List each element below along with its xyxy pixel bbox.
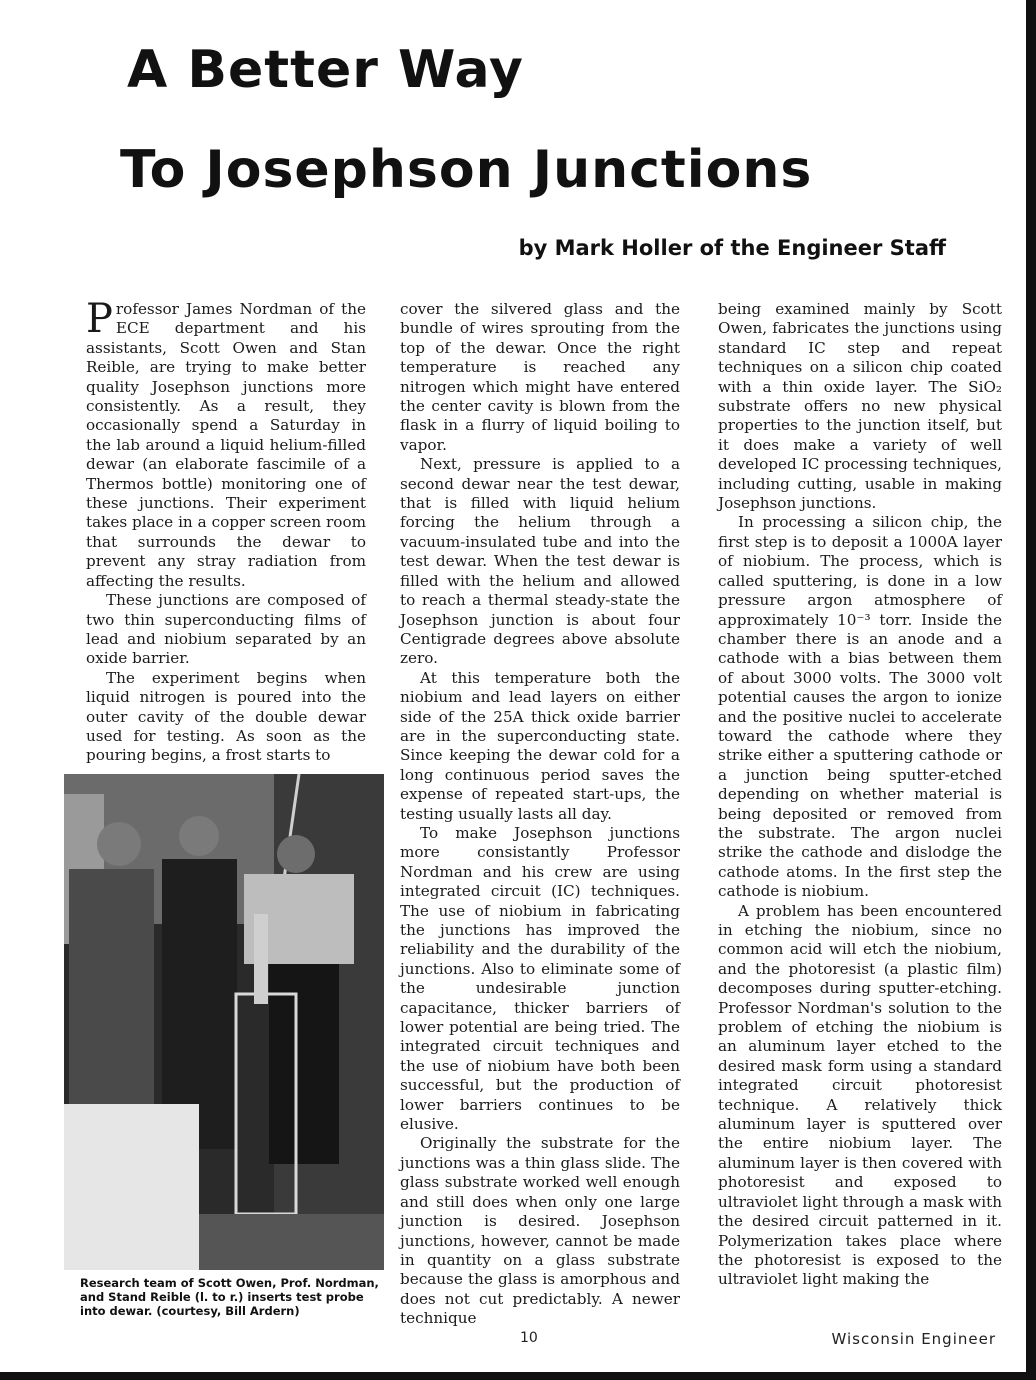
paragraph: A problem has been encountered in etching the niobium, since no common acid will etch the niobium, and the photoresist (a plastic film) decomposes during sputter-etching. Professor Nordman's solution to the problem of etching the niobium is an aluminum layer etched to the desired mask form using a standard integrated circuit photoresist technique. A relatively thick aluminum layer is sputtered over the entire niobium layer. The aluminum layer is then covered with photoresist and exposed to ultraviolet light through a mask with the desired circuit patterned in it. Polymerization takes place where the photoresist is exposed to the ultraviolet light making the — [718, 901, 1002, 1289]
photo-floor — [199, 1214, 384, 1270]
paragraph-intro — [86, 296, 366, 591]
research-team-photo — [64, 774, 384, 1270]
paragraph: The experiment begins when liquid nitrogen is poured into the outer cavity of the double dewar used for testing. As soon as the pouring begins, a frost starts to — [86, 668, 366, 765]
paragraph: In processing a silicon chip, the first step is to deposit a 1000A layer of niobium. The process, which is called sputtering, is done in a low pressure argon atmosphere of approximately 10⁻³ torr. Inside the chamber there is an anode and a cathode with a bias between them of about 3000 volts. The 3000 volt potential causes the argon to ionize and the positive nuclei to accelerate toward the cathode where they strike either a sputtering cathode or a junction being sputter-etched depending on whether material is being deposited or removed from the substrate. The argon nuclei strike the cathode and dislodge the cathode atoms. In the first step the cathode is niobium. — [718, 513, 1002, 901]
paragraph: cover the silvered glass and the bundle of wires sprouting from the top of the dewar. Once the right temperature is reached any nitrogen which might have entered the center cavity is blown from the flask in a flurry of liquid boiling to vapor. — [400, 300, 680, 454]
page-number: 10 — [520, 1330, 538, 1346]
photo-illustration — [64, 774, 384, 1270]
paragraph: Originally the substrate for the junctions was a thin glass slide. The glass substrate worked well enough and still does when only one large junction is desired. Josephson junctions, however, cannot be made in quantity on a glass substrate because the glass is amorphous and does not cut predictably. A newer technique — [400, 1134, 680, 1328]
paragraph: Next, pressure is applied to a second dewar near the test dewar, that is filled with liquid helium forcing the helium through a vacuum-insulated tube and into the test dewar. When the test dewar is filled with the helium and allowed to reach a thermal steady-state the Josephson junction is about four Centigrade degrees above absolute zero. — [400, 455, 680, 668]
page-edge-right — [1026, 0, 1036, 1380]
page-edge-bottom — [0, 1372, 1036, 1380]
photo-caption: Research team of Scott Owen, Prof. Nordman, and Stand Reible (l. to r.) inserts test probe into dewar. (courtesy, Bill Ardern) — [80, 1276, 379, 1318]
photo-person-body — [69, 869, 154, 1129]
paragraph: At this temperature both the niobium and lead layers on either side of the 25A thick oxide barrier are in the superconducting state. Since keeping the dewar cold for a long continuous period saves the expense of repeated start-ups, the testing usually lasts all day. — [400, 668, 680, 823]
paragraph: These junctions are composed of two thin superconducting films of lead and niobium separated by an oxide barrier. — [86, 591, 366, 668]
text-column-3 — [718, 300, 1002, 1290]
text-column-2 — [400, 300, 680, 1329]
paragraph-intro-text: rofessor James Nordman of the ECE department and his assistants, Scott Owen and Stan Reible, are trying to make better quality Josephson junctions more consistently. As a result, they occasionally spend a Saturday in the lab around a liquid helium-filled dewar (an elaborate fascimile of a Thermos bottle) monitoring one of these junctions. Their experiment takes place in a copper screen room that surrounds the dewar to prevent any stray radiation from affecting the results. — [86, 300, 366, 590]
photo-lab-bench — [64, 1104, 199, 1270]
photo-person-head — [179, 816, 219, 856]
photo-person-head — [97, 822, 141, 866]
byline: by Mark Holler of the Engineer Staff — [518, 236, 946, 260]
article-title-line1: A Better Way — [127, 40, 524, 100]
paragraph: being examined mainly by Scott Owen, fabricates the junctions using standard IC step and repeat techniques on a silicon chip coated with a thin oxide layer. The SiO₂ substrate offers no new physical properties to the junction itself, but it does make a variety of well developed IC processing techniques, including cutting, usable in making Josephson junctions. — [718, 300, 1002, 513]
magazine-name: Wisconsin Engineer — [831, 1330, 996, 1348]
drop-cap: P — [86, 296, 113, 342]
photo-person-head — [277, 835, 315, 873]
text-column-1 — [86, 296, 366, 766]
article-title-line2: To Josephson Junctions — [120, 140, 813, 200]
paragraph: To make Josephson junctions more consistantly Professor Nordman and his crew are using integrated circuit (IC) techniques. The use of niobium in fabricating the junctions has improved the reliability and the durability of the junctions. Also to eliminate some of the undesirable junction capacitance, thicker barriers of lower potential are being tried. The integrated circuit techniques and the use of niobium have both been successful, but the production of lower barriers continues to be elusive. — [400, 823, 680, 1134]
photo-dewar-probe — [254, 914, 268, 1004]
